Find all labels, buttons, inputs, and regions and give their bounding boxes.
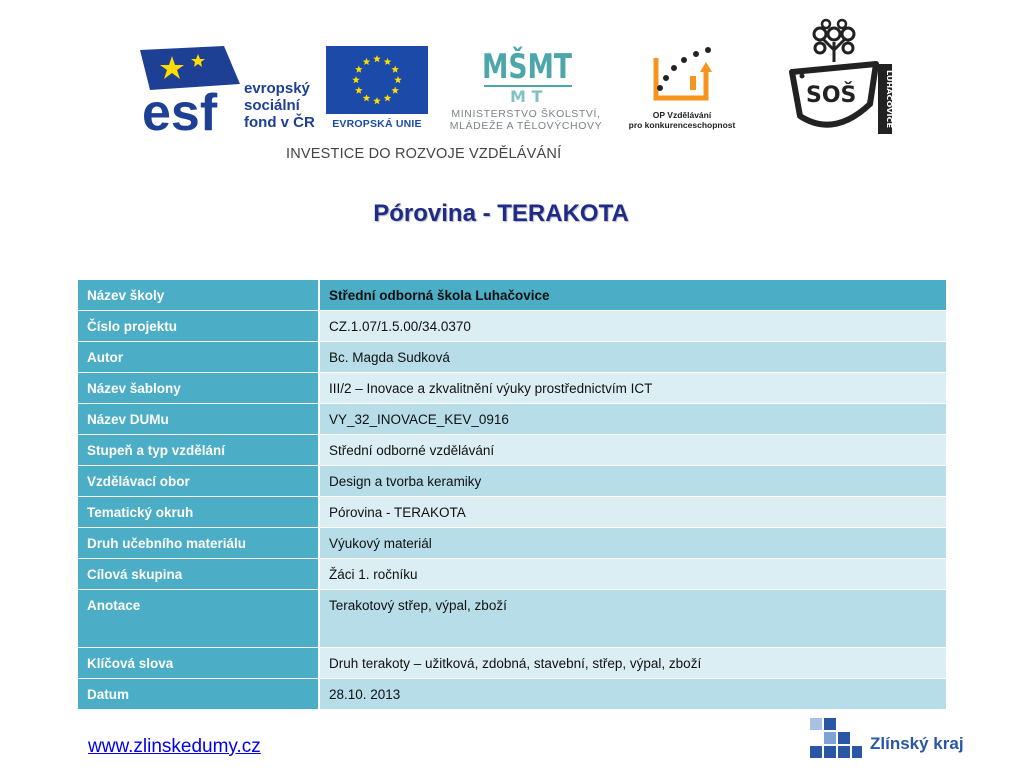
row-label: Druh učebního materiálu: [78, 528, 320, 559]
sos-mark-text: SOŠ: [806, 83, 857, 108]
row-value: Pórovina - TERAKOTA: [320, 497, 946, 528]
row-value: Design a tvorba keramiky: [320, 466, 946, 497]
table-row: [78, 497, 946, 528]
table-row: [78, 590, 946, 648]
op-mark-icon: [646, 44, 716, 108]
msmt-line-2: MLÁDEŽE A TĚLOVÝCHOVY: [449, 120, 603, 132]
row-value: Žáci 1. ročníku: [320, 559, 946, 590]
eu-star: [384, 94, 392, 101]
row-label: Autor: [78, 342, 320, 373]
eu-logo: [326, 46, 428, 134]
esf-line-1: evropský: [244, 80, 310, 97]
table-row: [78, 311, 946, 342]
eu-flag-icon: [326, 46, 428, 114]
row-value: Střední odborná škola Luhačovice: [320, 280, 946, 311]
table-row: [78, 435, 946, 466]
msmt-mark-text: MŠMT: [482, 47, 598, 87]
eu-star: [394, 76, 402, 83]
eu-star: [355, 87, 363, 94]
svg-text:M T: M T: [510, 87, 543, 106]
row-label: Vzdělávací obor: [78, 466, 320, 497]
row-label: Cílová skupina: [78, 559, 320, 590]
row-value: Bc. Magda Sudková: [320, 342, 946, 373]
row-label: Tematický okruh: [78, 497, 320, 528]
logo-strip: [0, 0, 1024, 175]
table-row: [78, 404, 946, 435]
eu-star: [384, 58, 392, 65]
eu-star: [391, 87, 399, 94]
table-row: [78, 466, 946, 497]
row-value: Terakotový střep, výpal, zboží: [320, 590, 946, 648]
row-label: Název DUMu: [78, 404, 320, 435]
table-row: [78, 648, 946, 679]
investice-slogan: INVESTICE DO ROZVOJE VZDĚLÁVÁNÍ: [286, 146, 562, 162]
eu-star: [363, 94, 371, 101]
row-value: III/2 – Inovace a zkvalitnění výuky prostřednictvím ICT: [320, 373, 946, 404]
esf-line-2: sociální: [244, 97, 300, 114]
school-info-table: [78, 280, 946, 710]
table-row: [78, 679, 946, 710]
zlinsky-kraj-icon: [810, 718, 862, 758]
op-line-1: OP Vzdělávání: [652, 110, 712, 120]
esf-line-3: fond v ČR: [244, 114, 315, 131]
op-line-2: pro konkurenceschopnost: [628, 120, 736, 130]
eu-star: [373, 97, 381, 104]
esf-mark-text: esf: [142, 84, 218, 142]
sos-logo-icon: [786, 20, 894, 146]
esf-logo: [140, 46, 320, 142]
msmt-mark-icon: [480, 46, 598, 106]
row-value: Výukový materiál: [320, 528, 946, 559]
row-label: Anotace: [78, 590, 320, 648]
esf-mark-icon: [140, 46, 240, 142]
row-value: CZ.1.07/1.5.00/34.0370: [320, 311, 946, 342]
table-row: [78, 559, 946, 590]
row-label: Klíčová slova: [78, 648, 320, 679]
page-title: Pórovina - TERAKOTA: [373, 200, 629, 227]
zlinsky-kraj-text: Zlínský kraj: [870, 734, 964, 753]
eu-caption: EVROPSKÁ UNIE: [332, 118, 422, 130]
table-row: [78, 528, 946, 559]
row-label: Název školy: [78, 280, 320, 311]
row-label: Datum: [78, 679, 320, 710]
sos-side-text: LUHAČOVICE: [885, 70, 893, 121]
eu-star: [363, 58, 371, 65]
row-label: Číslo projektu: [78, 311, 320, 342]
table-row: [78, 280, 946, 311]
row-label: Název šablony: [78, 373, 320, 404]
msmt-logo: [436, 46, 616, 136]
zlinskedumy-link[interactable]: www.zlinskedumy.cz: [88, 736, 261, 757]
row-value: 28.10. 2013: [320, 679, 946, 710]
table-row: [78, 342, 946, 373]
row-value: VY_32_INOVACE_KEV_0916: [320, 404, 946, 435]
eu-star: [352, 76, 360, 83]
row-value: Druh terakoty – užitková, zdobná, stavební, střep, výpal, zboží: [320, 648, 946, 679]
eu-star: [355, 66, 363, 73]
op-logo: [620, 44, 744, 136]
eu-star: [373, 55, 381, 62]
row-value: Střední odborné vzdělávání: [320, 435, 946, 466]
eu-star: [391, 66, 399, 73]
row-label: Stupeň a typ vzdělání: [78, 435, 320, 466]
zlinsky-kraj-logo: [810, 718, 980, 758]
table-row: [78, 373, 946, 404]
msmt-line-1: MINISTERSTVO ŠKOLSTVÍ,: [451, 108, 601, 120]
